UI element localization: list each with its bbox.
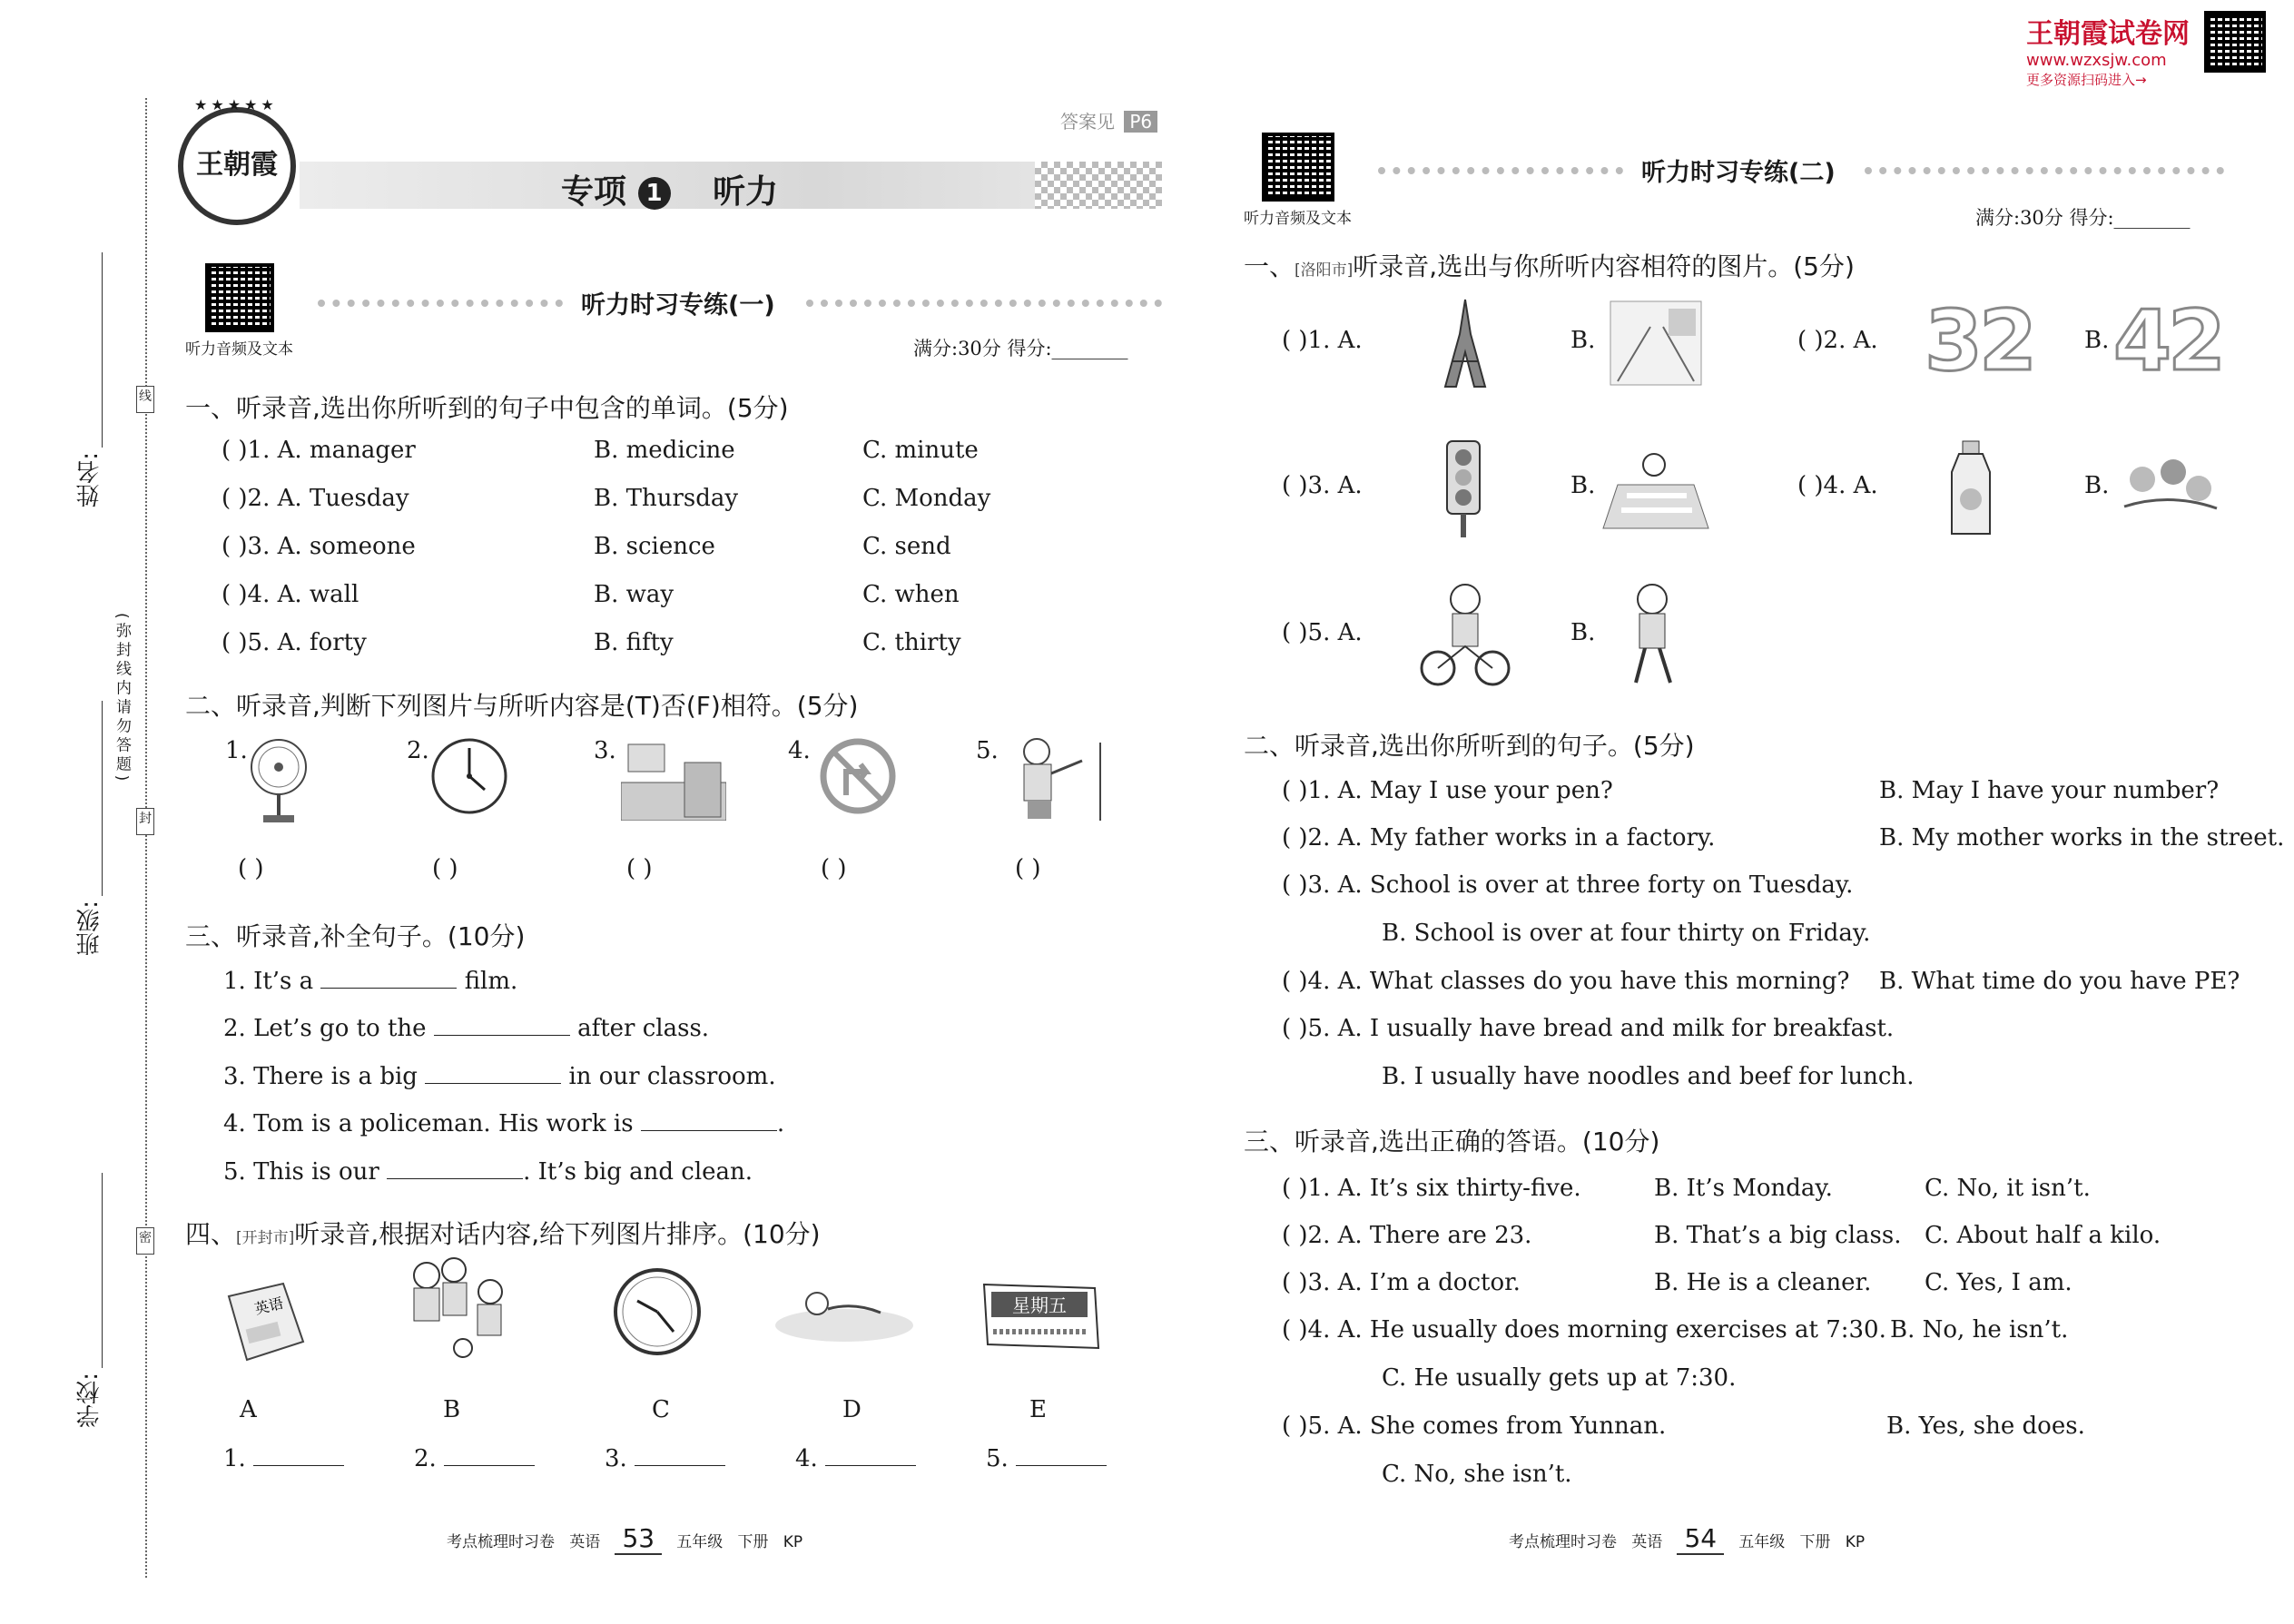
pic-item-2-b: B. (2084, 327, 2110, 354)
pic-item-2[interactable]: ( )2. A. (1797, 327, 1878, 354)
list-item: C. Yes, I am. (1925, 1269, 2072, 1296)
left-practice-title: 听力时习专练(一) (581, 291, 775, 320)
name-label: 姓名: (76, 452, 103, 507)
list-item: B. He is a cleaner. (1654, 1269, 1872, 1296)
right-footer: 考点梳理时习卷 英语 54 五年级 下册 KP (1509, 1523, 1866, 1553)
list-item: B. School is over at four thirty on Friday. (1382, 920, 1871, 947)
sec2-answer-2[interactable]: ( ) (432, 855, 458, 882)
list-item[interactable]: ( )3. A. School is over at three forty on Tuesday. (1282, 871, 1854, 899)
clock-image (428, 735, 510, 817)
boy-walking-image (1621, 581, 1683, 688)
wall-clock-image (610, 1265, 704, 1359)
list-item: C. No, it isn’t. (1925, 1175, 2091, 1202)
pic-letter-a: A (240, 1396, 257, 1423)
order-answer-1: 1. (223, 1445, 344, 1472)
topic-name: 听力 (713, 173, 779, 211)
pic-item-5[interactable]: ( )5. A. (1282, 619, 1363, 646)
fill-blank[interactable] (320, 968, 457, 989)
pic-letter-e: E (1029, 1396, 1047, 1423)
order-answer-2: 2. (414, 1445, 535, 1472)
left-qr-caption: 听力音频及文本 (185, 340, 293, 359)
left-sec4-title: 四、[开封市]听录音,根据对话内容,给下列图片排序。(10分) (185, 1219, 821, 1249)
right-qr-caption: 听力音频及文本 (1244, 210, 1352, 228)
swimming-image (772, 1282, 917, 1347)
pic-letter-b: B (443, 1396, 461, 1423)
seal-mark-seal: 封 (136, 808, 154, 835)
pic-item-3-b: B. (1570, 472, 1596, 499)
answer-ref-label: 答案见 (1060, 111, 1115, 133)
pic-letter-c: C (652, 1396, 670, 1423)
left-title-dots-left (318, 300, 563, 307)
left-sec2-title: 二、听录音,判断下列图片与所听内容是(T)否(F)相符。(5分) (185, 691, 859, 721)
traffic-light-image (1443, 439, 1483, 539)
page-number: 54 (1677, 1523, 1724, 1555)
answer-ref (1060, 107, 1157, 133)
pic-item-3[interactable]: ( )3. A. (1282, 472, 1363, 499)
list-item[interactable]: ( )4. A. He usually does morning exercises at 7:30. (1282, 1316, 1886, 1343)
left-footer: 考点梳理时习卷 英语 53 五年级 下册 KP (447, 1523, 803, 1553)
sec2-num-2: 2. (407, 737, 429, 764)
city-tag: [洛阳市] (1295, 261, 1354, 280)
eiffel-tower-image (1433, 298, 1498, 389)
brand-name: 王朝霞试卷网 (2026, 18, 2190, 50)
order-answer-5: 5. (986, 1445, 1107, 1472)
logo-text: 王朝霞 (196, 149, 278, 181)
list-item: C. He usually gets up at 7:30. (1382, 1364, 1737, 1392)
fill-blank[interactable] (387, 1158, 523, 1179)
right-audio-qr[interactable] (1262, 133, 1334, 202)
fill-blank[interactable] (635, 1445, 725, 1466)
logo-badge (178, 107, 296, 225)
fill-sentence-2: 2. Let’s go to the after class. (223, 1015, 710, 1042)
brand-tagline: 更多资源扫码进入→ (2026, 72, 2147, 88)
right-practice-title: 听力时习专练(二) (1641, 159, 1836, 187)
list-item[interactable]: ( )5. A. I usually have bread and milk for breakfast. (1282, 1015, 1895, 1042)
pic-item-1[interactable]: ( )1. A. (1282, 327, 1363, 354)
flowers-image (2115, 452, 2222, 517)
pic-item-5-b: B. (1570, 619, 1596, 646)
pic-item-4[interactable]: ( )4. A. (1797, 472, 1878, 499)
order-answer-3: 3. (605, 1445, 725, 1472)
list-item[interactable]: ( )2. A. My father works in a factory. (1282, 824, 1716, 851)
page-number: 53 (615, 1523, 662, 1555)
left-sec3-title: 三、听录音,补全句子。(10分) (185, 921, 526, 951)
class-label: 班级: (76, 901, 103, 956)
list-item: B. Yes, she does. (1886, 1412, 2085, 1440)
list-item[interactable]: ( )1. A. May I use your pen? (1282, 777, 1613, 804)
list-item: C. About half a kilo. (1925, 1222, 2161, 1249)
name-line[interactable] (102, 252, 103, 448)
fill-sentence-4: 4. Tom is a policeman. His work is . (223, 1110, 785, 1137)
sec2-num-3: 3. (594, 737, 616, 764)
brand-url[interactable]: www.wzxsjw.com (2026, 51, 2167, 70)
right-score-line[interactable]: 满分:30分 得分:________ (1975, 207, 2191, 229)
list-item[interactable]: ( )2. A. There are 23. (1282, 1222, 1532, 1249)
book-label: 英语 (252, 1294, 286, 1318)
list-item: B. What time do you have PE? (1879, 968, 2240, 995)
right-sec1-title: 一、[洛阳市]听录音,选出与你所听内容相符的图片。(5分) (1244, 251, 1855, 281)
logo-stars: ★★★★★ (194, 96, 278, 113)
school-line[interactable] (102, 1173, 103, 1368)
fill-blank[interactable] (444, 1445, 535, 1466)
class-line[interactable] (102, 701, 103, 896)
list-item: B. No, he isn’t. (1890, 1316, 2069, 1343)
sec2-answer-5[interactable]: ( ) (1015, 855, 1041, 882)
topic-banner-checker (1035, 162, 1162, 209)
sec2-answer-3[interactable]: ( ) (626, 855, 653, 882)
list-item: B. It’s Monday. (1654, 1175, 1833, 1202)
list-item: B. That’s a big class. (1654, 1222, 1902, 1249)
sec2-answer-4[interactable]: ( ) (821, 855, 847, 882)
answer-ref-page: P6 (1124, 111, 1157, 133)
binding-dotted-line (145, 98, 147, 1578)
sec2-num-4: 4. (788, 737, 811, 764)
calendar-label: 星期五 (1012, 1294, 1067, 1316)
list-item: B. I usually have noodles and beef for lunch. (1382, 1063, 1915, 1090)
fill-blank[interactable] (641, 1110, 777, 1131)
fill-sentence-3: 3. There is a big in our classroom. (223, 1063, 776, 1090)
fill-blank[interactable] (1016, 1445, 1107, 1466)
list-item[interactable]: ( )1. A. It’s six thirty-five. (1282, 1175, 1581, 1202)
crosswalk-image (1600, 448, 1712, 532)
left-audio-qr[interactable] (205, 263, 274, 332)
fan-image (247, 735, 310, 826)
topic-prefix: 专项 (561, 173, 627, 211)
fill-sentence-1: 1. It’s a film. (223, 968, 518, 995)
number-32-image: 32 (1925, 292, 2034, 389)
fill-blank[interactable] (253, 1445, 344, 1466)
juice-bottle-image (1946, 439, 1995, 539)
children-soccer-image (390, 1257, 517, 1366)
fill-blank[interactable] (434, 1015, 570, 1036)
pic-letter-d: D (842, 1396, 861, 1423)
right-sec2-title: 二、听录音,选出你所听到的句子。(5分) (1244, 731, 1695, 761)
right-sec3-title: 三、听录音,选出正确的答语。(10分) (1244, 1127, 1660, 1156)
school-label: 学校: (76, 1373, 103, 1428)
order-answer-4: 4. (795, 1445, 916, 1472)
pic-item-1-b: B. (1570, 327, 1596, 354)
topic-number-badge: 1 (638, 177, 671, 210)
number-42-image: 42 (2113, 292, 2223, 389)
topic-title (561, 166, 778, 212)
list-item: C. No, she isn’t. (1382, 1461, 1572, 1488)
sec2-num-1: 1. (225, 737, 248, 764)
list-item[interactable]: ( )5. A. She comes from Yunnan. (1282, 1412, 1667, 1440)
book-image (220, 1278, 310, 1365)
city-tag: [开封市] (236, 1229, 295, 1247)
calendar-image (980, 1275, 1103, 1359)
kitchen-image (621, 735, 726, 821)
pic-item-4-b: B. (2084, 472, 2110, 499)
brand-qr-code[interactable] (2204, 11, 2266, 73)
seal-notice: (弥封线内请勿答题) (113, 613, 131, 785)
no-right-turn-sign (819, 737, 897, 815)
list-item[interactable]: ( )4. A. What classes do you have this morning? (1282, 968, 1850, 995)
street-scene-image (1609, 300, 1703, 387)
fill-blank[interactable] (425, 1063, 561, 1084)
left-score-line[interactable]: 满分:30分 得分:________ (913, 338, 1128, 359)
right-title-dots-left (1378, 167, 1623, 174)
list-item[interactable]: ( )3. A. I’m a doctor. (1282, 1269, 1521, 1296)
fill-blank[interactable] (825, 1445, 916, 1466)
seal-mark-line: 线 (136, 386, 154, 413)
boy-cycling-image (1418, 581, 1512, 690)
worker-image (1000, 733, 1108, 824)
left-sec1-title: 一、听录音,选出你所听到的句子中包含的单词。(5分) (185, 393, 789, 423)
seal-mark-secret: 密 (136, 1227, 154, 1255)
list-item: B. May I have your number? (1879, 777, 2220, 804)
list-item: B. My mother works in the street. (1879, 824, 2285, 851)
right-title-dots-right (1865, 167, 2224, 174)
fill-sentence-5: 5. This is our . It’s big and clean. (223, 1158, 753, 1186)
brand-block (2026, 11, 2199, 89)
left-title-dots-right (806, 300, 1162, 307)
sec2-answer-1[interactable]: ( ) (238, 855, 264, 882)
sec2-num-5: 5. (976, 737, 999, 764)
